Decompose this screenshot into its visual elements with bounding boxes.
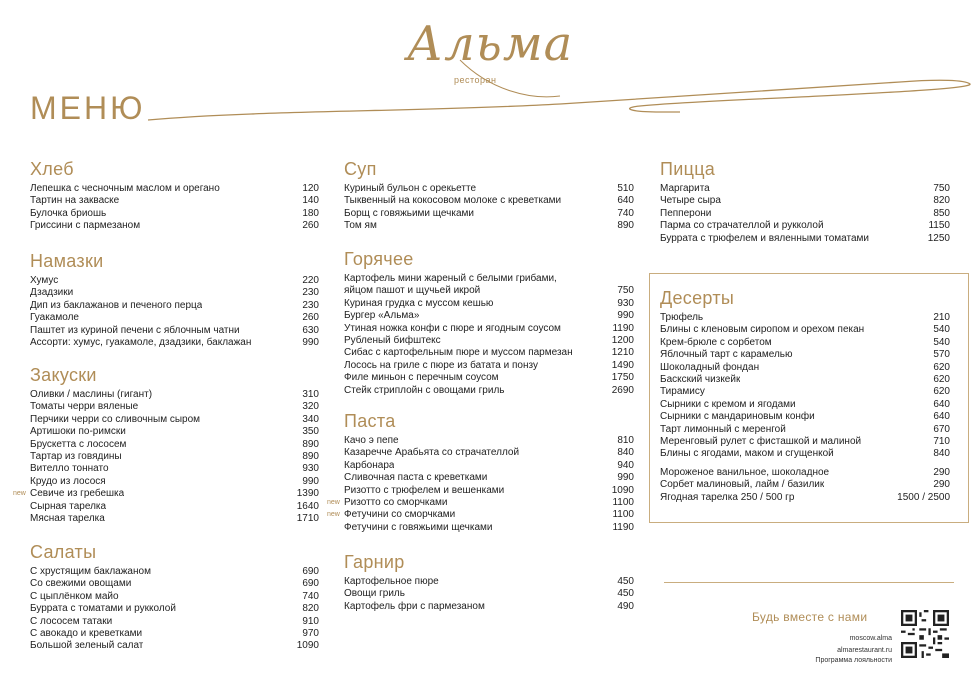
menu-item [344, 347, 634, 359]
menu-item-price: 740 [617, 207, 634, 219]
menu-item-name: Ризотто со сморчками [344, 497, 448, 509]
menu-item-price: 940 [617, 459, 634, 471]
menu-item [30, 463, 319, 475]
menu-item-price: 970 [302, 628, 319, 640]
menu-item-price: 340 [302, 413, 319, 425]
section-spreads [30, 250, 319, 349]
menu-item [344, 522, 634, 534]
menu-item [660, 386, 950, 398]
menu-item-name: Севиче из гребешка [30, 488, 125, 500]
section-snacks [13, 364, 319, 525]
section-title: Горячее [344, 249, 414, 269]
section-title: Суп [344, 159, 377, 179]
menu-item-name: Парма со страчателлой и рукколой [660, 220, 824, 232]
menu-item-price: 890 [302, 438, 319, 450]
menu-item-price: 350 [302, 426, 319, 438]
menu-item [344, 588, 634, 600]
menu-item-name: Крудо из лосося [30, 475, 106, 487]
menu-item-price: 710 [933, 436, 950, 448]
menu-item-name: Сырники с мандариновым конфи [660, 411, 815, 423]
menu-item [30, 300, 319, 312]
menu-item-price: 1710 [296, 513, 319, 525]
menu-item-price: 1090 [611, 484, 634, 496]
menu-item [30, 616, 319, 628]
menu-item-price: 930 [302, 463, 319, 475]
page-title: МЕНЮ [30, 90, 146, 126]
menu-item [660, 312, 950, 324]
menu-item [30, 640, 319, 652]
menu-item [660, 479, 950, 491]
menu-item [660, 492, 950, 504]
menu-item [344, 601, 634, 613]
logo: Альма [406, 16, 574, 72]
new-badge: new [13, 490, 26, 498]
menu-item-price: 840 [617, 447, 634, 459]
menu-item-name: Картофель фри с пармезаном [344, 600, 485, 612]
menu-item-price: 1100 [612, 497, 634, 509]
menu-item-name: Бургер «Альма» [344, 310, 420, 322]
menu-item-name: Куриный бульон с орекьетте [344, 183, 477, 194]
menu-item-price: 1200 [611, 335, 634, 347]
menu-item-price: 450 [617, 588, 634, 600]
menu-item-name: Блины с ягодами, маком и сгущенкой [660, 448, 834, 460]
menu-item-price: 1490 [611, 359, 634, 371]
menu-item-price: 910 [302, 615, 319, 627]
menu-item-name: Трюфель [660, 312, 704, 323]
menu-item-price: 820 [933, 195, 950, 207]
section-pizza [660, 158, 950, 245]
menu-item [30, 389, 319, 401]
menu-item-price: 1190 [612, 521, 634, 533]
menu-item-name: Качо э пепе [344, 435, 399, 446]
menu-item-name: Пепперони [660, 207, 712, 219]
menu-item-name: Картофельное пюре [344, 576, 439, 587]
menu-item-name: Брускетта с лососем [30, 438, 127, 450]
menu-item-price: 450 [617, 576, 634, 587]
menu-item-price: 750 [617, 285, 634, 297]
menu-item [30, 566, 319, 578]
menu-item-name: Том ям [344, 220, 377, 232]
menu-item [660, 436, 950, 448]
menu-item-price: 690 [302, 566, 319, 577]
menu-item [660, 411, 950, 423]
menu-item [327, 497, 634, 509]
menu-item [660, 233, 950, 245]
menu-item [30, 426, 319, 438]
section-title: Закуски [30, 365, 97, 385]
menu-item [344, 485, 634, 497]
menu-item [660, 220, 950, 232]
menu-item [660, 424, 950, 436]
menu-item-price: 1100 [612, 509, 634, 521]
section-desserts [660, 287, 950, 504]
menu-item-price: 690 [302, 578, 319, 590]
menu-item-price: 510 [617, 183, 634, 194]
menu-item [30, 312, 319, 324]
section-hot [344, 248, 634, 397]
new-badge: new [327, 511, 340, 519]
menu-item-name: Тартин на закваске [30, 195, 120, 207]
menu-item-name: Сырная тарелка [30, 500, 107, 512]
menu-item [30, 287, 319, 299]
menu-item-price: 630 [302, 324, 319, 336]
menu-item-name: Перчики черри со сливочным сыром [30, 413, 201, 425]
menu-item-price: 640 [933, 398, 950, 410]
menu-item [660, 374, 950, 386]
menu-item-price: 210 [933, 312, 950, 323]
menu-item-price: 820 [302, 603, 319, 615]
menu-item-name: Филе миньон с перечным соусом [344, 372, 499, 384]
menu-item [344, 298, 634, 310]
menu-item [344, 220, 634, 232]
menu-item-price: 810 [617, 435, 634, 446]
menu-item-price: 1190 [612, 322, 634, 334]
menu-item-name: Маргарита [660, 183, 710, 194]
menu-item-name: Яблочный тарт с карамелью [660, 349, 793, 361]
website-link[interactable]: almarestaurant.ru [837, 647, 892, 654]
menu-item-price: 180 [302, 207, 319, 219]
menu-item-name: Картофель мини жареный с белыми грибами, [344, 273, 557, 284]
menu-item-name: Хумус [30, 275, 59, 286]
menu-item [30, 325, 319, 337]
menu-item-name: Булочка бриошь [30, 207, 107, 219]
menu-item [30, 337, 319, 349]
menu-item [344, 435, 634, 447]
menu-item-price: 1150 [928, 220, 950, 232]
section-title: Намазки [30, 251, 104, 271]
section-title: Хлеб [30, 159, 74, 179]
menu-item [344, 310, 634, 322]
menu-item-name: Сорбет малиновый, лайм / базилик [660, 479, 825, 491]
menu-item-name: Баскский чизкейк [660, 374, 741, 386]
menu-item-name: Паштет из куриной печени с яблочным чатни [30, 324, 240, 336]
menu-item [13, 488, 319, 500]
menu-item [327, 509, 634, 521]
menu-item-price: 740 [302, 590, 319, 602]
menu-item-name: Томаты черри вяленые [30, 401, 139, 413]
logo-subtitle: ресторан [454, 75, 497, 85]
new-badge: new [327, 499, 340, 507]
menu-item-price: 990 [302, 337, 319, 349]
section-bread [30, 158, 319, 233]
menu-item-price: 1640 [296, 500, 319, 512]
menu-item [30, 628, 319, 640]
menu-item-name: Рубленый бифштекс [344, 335, 441, 347]
menu-item-price: 230 [302, 287, 319, 299]
menu-item-price: 850 [933, 207, 950, 219]
menu-item-price: 640 [933, 411, 950, 423]
menu-item-name: Вителло тоннато [30, 463, 109, 475]
section-title: Гарнир [344, 552, 405, 572]
menu-item [344, 323, 634, 335]
menu-item [344, 372, 634, 384]
menu-item-name: Борщ с говяжьими щечками [344, 207, 474, 219]
menu-item [344, 183, 634, 195]
menu-item-price: 640 [617, 195, 634, 207]
menu-item-name: Оливки / маслины (гигант) [30, 389, 153, 400]
menu-item [344, 385, 634, 397]
menu-item [30, 414, 319, 426]
menu-item-name: Ягодная тарелка 250 / 500 гр [660, 491, 795, 503]
menu-item-name: Куриная грудка с муссом кешью [344, 297, 494, 309]
menu-item [30, 591, 319, 603]
menu-item [30, 451, 319, 463]
menu-item-name: яйцом пашот и щучьей икрой [344, 285, 481, 297]
menu-item-name: Крем-брюле с сорбетом [660, 336, 772, 348]
menu-item-name: Со свежими овощами [30, 578, 132, 590]
menu-item-price: 260 [302, 312, 319, 324]
section-sides [344, 551, 634, 613]
section-title: Салаты [30, 542, 97, 562]
menu-item [344, 472, 634, 484]
menu-item-price: 290 [933, 466, 950, 478]
menu-item-name: Сибас с картофельным пюре и муссом пармезан [344, 347, 573, 359]
menu-item-price: 840 [933, 448, 950, 460]
menu-item-price: 490 [617, 600, 634, 612]
menu-item-name: Стейк стриплойн с овощами гриль [344, 384, 505, 396]
menu-item-name: Овощи гриль [344, 588, 405, 600]
menu-item [30, 476, 319, 488]
section-pasta [327, 410, 634, 534]
menu-item-price: 120 [302, 183, 319, 194]
menu-item-name: С хрустящим баклажаном [30, 566, 151, 577]
menu-item-name: Тарт лимонный с меренгой [660, 423, 786, 435]
menu-item-price: 670 [933, 423, 950, 435]
menu-item-price: 750 [933, 183, 950, 194]
menu-item [344, 335, 634, 347]
menu-item-name: С цыплёнком майо [30, 590, 119, 602]
menu-item-name: Лосось на гриле с пюре из батата и понзу [344, 359, 538, 371]
menu-item-name: Карбонара [344, 459, 395, 471]
menu-item [30, 501, 319, 513]
menu-item-name: Буррата с трюфелем и вяленными томатами [660, 232, 870, 244]
menu-item-price: 890 [302, 451, 319, 463]
menu-item [30, 275, 319, 287]
menu-item-price: 1750 [611, 372, 634, 384]
menu-item-name: Тыквенный на кокосовом молоке с креветками [344, 195, 562, 207]
menu-item-name: Дип из баклажанов и печеного перца [30, 299, 203, 311]
menu-item-name: Блины с кленовым сиропом и орехом пекан [660, 324, 865, 336]
menu-item-name: Ассорти: хумус, гуакамоле, дзадзики, баклажан [30, 337, 252, 349]
divider [664, 582, 954, 583]
menu-item-price: 540 [933, 324, 950, 336]
menu-item [660, 362, 950, 374]
menu-item-name: Четыре сыра [660, 195, 721, 207]
menu-item-name: С лососем татаки [30, 615, 113, 627]
menu-item-price: 1390 [296, 488, 319, 500]
menu-item [30, 578, 319, 590]
menu-item-price: 990 [617, 310, 634, 322]
menu-item-price: 220 [302, 275, 319, 286]
menu-item-name: Тирамису [660, 386, 705, 398]
social-link-instagram[interactable]: moscow.alma [849, 635, 892, 642]
menu-item [344, 273, 634, 285]
menu-item [30, 513, 319, 525]
menu-item [30, 603, 319, 615]
menu-item-price: 540 [933, 336, 950, 348]
menu-item-name: Мясная тарелка [30, 513, 105, 525]
menu-item [660, 195, 950, 207]
menu-item [660, 324, 950, 336]
menu-item-price: 2690 [611, 384, 634, 396]
menu-item-price: 620 [933, 361, 950, 373]
menu-item [660, 183, 950, 195]
menu-item-price: 1500 / 2500 [897, 491, 950, 503]
menu-item-name: Ризотто с трюфелем и вешенками [344, 484, 505, 496]
menu-item-name: Тартар из говядины [30, 451, 122, 463]
menu-item-name: Гуакамоле [30, 312, 79, 324]
menu-item-name: Буррата с томатами и рукколой [30, 603, 176, 615]
menu-item-price: 990 [617, 472, 634, 484]
loyalty-program-link[interactable]: Программа лояльности [815, 657, 892, 664]
menu-item [660, 448, 950, 460]
menu-item [660, 349, 950, 361]
section-salads [30, 541, 319, 653]
menu-item [30, 183, 319, 195]
menu-item-price: 310 [302, 389, 319, 400]
menu-item-price: 260 [302, 220, 319, 232]
menu-item-price: 930 [617, 297, 634, 309]
menu-item-name: Меренговый рулет с фисташкой и малиной [660, 436, 862, 448]
menu-item-name: Шоколадный фондан [660, 361, 760, 373]
menu-item-name: Фетучини со сморчками [344, 509, 456, 521]
menu-item-name: Лепешка с чесночным маслом и орегано [30, 183, 220, 194]
menu-item-price: 1210 [611, 347, 634, 359]
section-soup [344, 158, 634, 233]
menu-item [660, 208, 950, 220]
menu-item-name: Артишоки по-римски [30, 426, 126, 438]
menu-item-name: С авокадо и креветками [30, 628, 143, 640]
menu-item [30, 208, 319, 220]
menu-item-price: 320 [302, 401, 319, 413]
social-tagline: Будь вместе с нами [752, 610, 868, 624]
menu-item-name: Сырники с кремом и ягодами [660, 398, 796, 410]
menu-item [344, 195, 634, 207]
menu-item-price: 890 [617, 220, 634, 232]
menu-item-name: Гриссини с пармезаном [30, 220, 141, 232]
menu-item-name: Мороженое ванильное, шоколадное [660, 466, 830, 478]
menu-item-name: Казаречче Арабьята со страчателлой [344, 447, 520, 459]
menu-item-price: 620 [933, 386, 950, 398]
menu-item [660, 467, 950, 479]
menu-item-name: Утиная ножка конфи с пюре и ягодным соусом [344, 322, 561, 334]
menu-item-price: 620 [933, 374, 950, 386]
menu-item [344, 208, 634, 220]
menu-item-name: Большой зеленый салат [30, 640, 144, 652]
menu-item [30, 401, 319, 413]
menu-item [30, 195, 319, 207]
menu-item [660, 337, 950, 349]
menu-item-price: 230 [302, 299, 319, 311]
menu-item-name: Фетучини с говяжьими щечками [344, 521, 493, 533]
menu-item-price: 290 [933, 479, 950, 491]
menu-item-name: Сливочная паста с креветками [344, 472, 488, 484]
section-title: Паста [344, 411, 396, 431]
menu-item [344, 285, 634, 297]
menu-item [30, 220, 319, 232]
menu-item-price: 1250 [927, 232, 950, 244]
menu-item [344, 460, 634, 472]
menu-item [30, 439, 319, 451]
menu-item [344, 447, 634, 459]
menu-item-price: 570 [933, 349, 950, 361]
menu-item-price: 990 [302, 475, 319, 487]
section-title: Пицца [660, 159, 716, 179]
menu-item [344, 360, 634, 372]
qr-code-icon[interactable] [901, 610, 949, 658]
menu-item [344, 576, 634, 588]
menu-item [660, 399, 950, 411]
menu-item-price: 140 [302, 195, 319, 207]
menu-item-name: Дзадзики [30, 287, 74, 299]
menu-item-price: 1090 [296, 640, 319, 652]
section-title: Десерты [660, 288, 735, 308]
